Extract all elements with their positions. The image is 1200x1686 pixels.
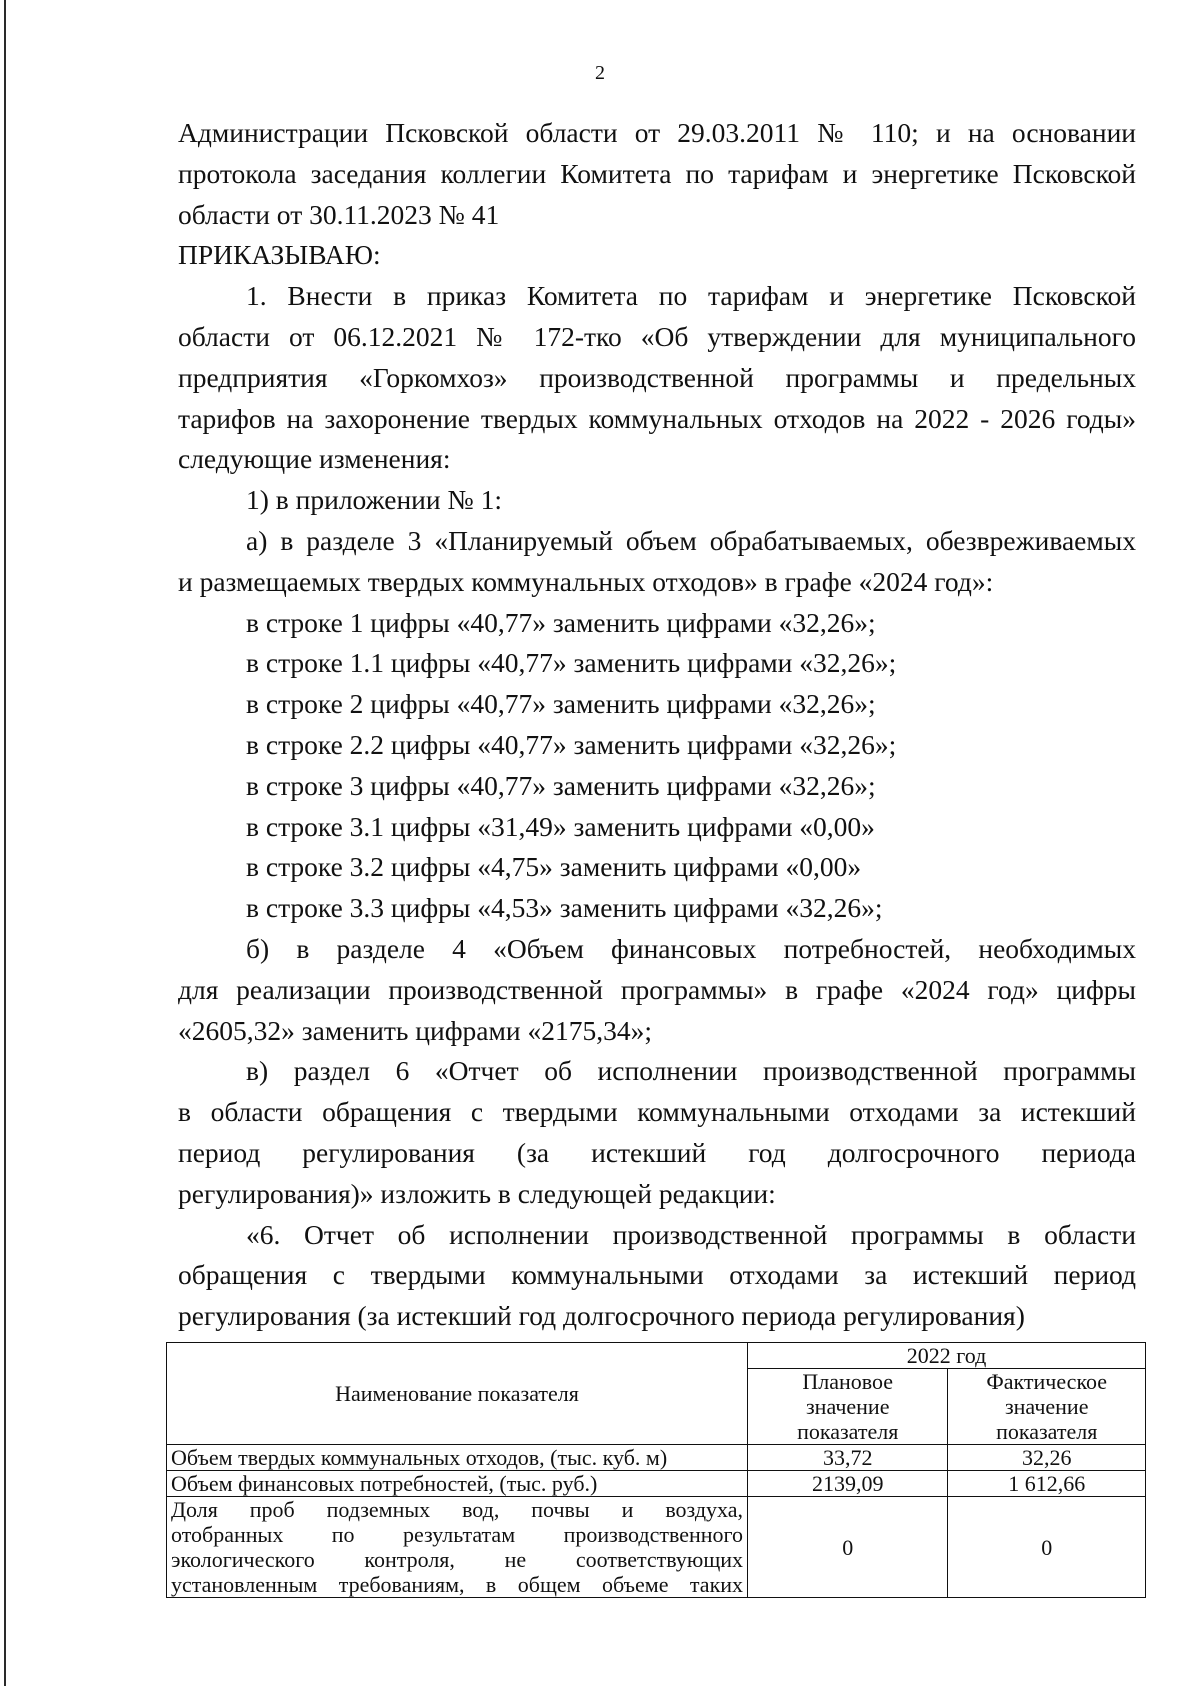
header-line: значение	[1004, 1394, 1089, 1419]
paragraph-line: «6. Отчет об исполнении производственной программы в области	[246, 1218, 1136, 1250]
order-heading: ПРИКАЗЫВАЮ:	[178, 239, 381, 271]
row-name: Объем твердых коммунальных отходов, (тыс. куб. м)	[167, 1445, 748, 1471]
paragraph-line: период регулирования (за истекший год долгосрочного периода	[178, 1136, 1136, 1168]
header-line: Фактическое	[986, 1369, 1108, 1394]
paragraph-line: обращения с твердыми коммунальными отходами за истекший период	[178, 1259, 1136, 1291]
amendment-line: в строке 3.3 цифры «4,53» заменить цифрами «32,26»;	[246, 892, 883, 924]
paragraph-line: 1) в приложении № 1:	[246, 484, 502, 516]
row-name-line: установленным требованиям, в общем объеме таких	[171, 1572, 744, 1597]
amendment-line: в строке 1.1 цифры «40,77» заменить цифрами «32,26»;	[246, 647, 897, 679]
row-fact: 32,26	[948, 1445, 1146, 1471]
paragraph-line: следующие изменения:	[178, 443, 451, 475]
page-number: 2	[595, 62, 605, 84]
paragraph-line: области от 06.12.2021 № 172-тко «Об утверждении для муниципального	[178, 320, 1136, 352]
paragraph-line: предприятия «Горкомхоз» производственной программы и предельных	[178, 361, 1136, 393]
paragraph-line: 1. Внести в приказ Комитета по тарифам и энергетике Псковской	[246, 280, 1136, 312]
header-line: Плановое	[802, 1369, 894, 1394]
paragraph-line: в) раздел 6 «Отчет об исполнении производственной программы	[246, 1055, 1136, 1087]
row-name-line: отобранных по результатам производственного	[171, 1522, 744, 1547]
header-line: показателя	[797, 1419, 899, 1444]
table-row	[167, 1445, 1146, 1471]
paragraph-line: Администрации Псковской области от 29.03.2011 № 110; и на основании	[178, 117, 1136, 148]
header-fact-value	[948, 1369, 1146, 1445]
row-plan: 33,72	[748, 1445, 948, 1471]
amendment-line: в строке 2 цифры «40,77» заменить цифрами «32,26»;	[246, 688, 876, 720]
row-plan: 2139,09	[748, 1471, 948, 1497]
amendment-line: в строке 2.2 цифры «40,77» заменить цифрами «32,26»;	[246, 728, 897, 760]
paragraph-line: протокола заседания коллегии Комитета по тарифам и энергетике Псковской	[178, 157, 1136, 189]
header-plan-value	[748, 1369, 948, 1445]
paragraph-line: регулирования (за истекший год долгосрочного периода регулирования)	[178, 1300, 1025, 1332]
paragraph-line: регулирования)» изложить в следующей редакции:	[178, 1177, 776, 1209]
row-name: Объем финансовых потребностей, (тыс. руб.)	[167, 1471, 748, 1497]
paragraph-line: «2605,32» заменить цифрами «2175,34»;	[178, 1014, 653, 1046]
row-name-line: экологического контроля, не соответствующих	[171, 1547, 744, 1572]
row-name-multiline	[167, 1497, 748, 1598]
row-fact: 0	[948, 1497, 1146, 1598]
table-row	[167, 1497, 1146, 1598]
row-plan: 0	[748, 1497, 948, 1598]
amendment-line: в строке 3.2 цифры «4,75» заменить цифрами «0,00»	[246, 851, 862, 883]
header-year: 2022 год	[748, 1343, 1146, 1369]
table-header-row	[167, 1343, 1146, 1369]
header-indicator-name: Наименование показателя	[167, 1343, 748, 1445]
document-body	[178, 113, 1136, 1337]
header-line: показателя	[996, 1419, 1098, 1444]
paragraph-line: а) в разделе 3 «Планируемый объем обрабатываемых, обезвреживаемых	[246, 524, 1136, 556]
paragraph-line: тарифов на захоронение твердых коммунальных отходов на 2022 - 2026 годы»	[178, 402, 1136, 434]
report-table	[166, 1342, 1146, 1598]
paragraph-line: б) в разделе 4 «Объем финансовых потребностей, необходимых	[246, 932, 1136, 964]
amendment-line: в строке 1 цифры «40,77» заменить цифрами «32,26»;	[246, 606, 876, 638]
paragraph-line: для реализации производственной программы» в графе «2024 год» цифры	[178, 973, 1136, 1005]
row-fact: 1 612,66	[948, 1471, 1146, 1497]
scan-edge-line	[4, 0, 6, 1686]
paragraph-line: и размещаемых твердых коммунальных отходов» в графе «2024 год»:	[178, 565, 994, 597]
amendment-line: в строке 3.1 цифры «31,49» заменить цифрами «0,00»	[246, 810, 875, 842]
table-row	[167, 1471, 1146, 1497]
row-name-line: Доля проб подземных вод, почвы и воздуха,	[171, 1497, 744, 1522]
paragraph-line: области от 30.11.2023 № 41	[178, 198, 500, 230]
header-line: значение	[805, 1394, 890, 1419]
amendment-line: в строке 3 цифры «40,77» заменить цифрами «32,26»;	[246, 769, 876, 801]
paragraph-line: в области обращения с твердыми коммунальными отходами за истекший	[178, 1096, 1136, 1128]
